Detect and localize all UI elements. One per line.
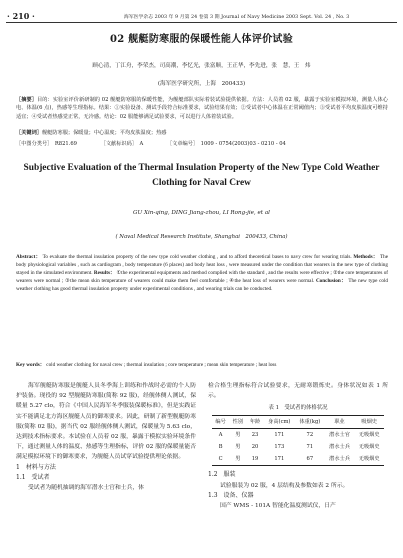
table-cell: 男: [235, 444, 241, 451]
conclusion-label: Conclusion：: [315, 278, 347, 285]
subsection-heading-subjects: 1.1 受试者: [16, 473, 50, 481]
table-cell: 潜水士官: [329, 431, 350, 438]
body-right-column: [208, 381, 388, 511]
table-cell: 72: [306, 431, 314, 438]
section-heading-materials-methods: 1 材料与方法: [16, 463, 56, 471]
conclusion-text: The new type cold weather clothing has good thermal insulation property under experimental conditions , and wearing trials can be conducted.: [16, 278, 389, 293]
clc-number: ［中图分类号］ R821.69: [16, 141, 77, 147]
methods-label: Methods：: [353, 254, 379, 260]
table-cell: 71: [306, 444, 314, 451]
table-cell: 男: [235, 456, 241, 463]
table-cell: 潜水士兵: [329, 456, 350, 463]
english-keywords: [16, 361, 388, 368]
table-cell: 19: [251, 456, 259, 463]
table-header-row: [212, 415, 384, 428]
subjects-paragraph: 受试者为随机抽调的海军潜水士官和士兵，体: [28, 485, 144, 492]
table-cell: 171: [274, 456, 285, 463]
equipment-paragraph: 国产 WMS - 101A 智能化温度测试仪，日产: [220, 503, 336, 510]
table-cell: A: [218, 431, 223, 438]
table-header-cell: 吸烟史: [361, 418, 377, 425]
journal-citation: 海军医学杂志 2003 年 9 月第 24 卷第 3 期 Journal of Navy Medicine 2003 Sept. Vol. 24 , No. 3: [124, 15, 350, 20]
table-cell: 67: [306, 456, 314, 463]
table-header-cell: 年龄: [249, 418, 261, 425]
english-abstract-label: Abstract：: [16, 254, 42, 260]
table-header-cell: 性别: [232, 418, 243, 425]
running-header: [0, 6, 403, 20]
english-title: Subjective Evaluation of the Thermal Insulation Property of the New Type Cold Weather Clothing for Naval Crew: [23, 163, 380, 188]
subsection-heading-equipment: 1.3 设备、仪器: [208, 491, 254, 499]
english-abstract-intro: To evaluate the thermal insulation property of the new type cold weather clothing , and to afford theoretical bases to navy crew for wearing trials.: [42, 254, 352, 260]
chinese-authors: 顾心清，丁江舟，李荣杰，司高潮，李忆光，张富顺，王正华，李先进，张 慧，王 炜: [92, 63, 311, 69]
english-authors: GU Xin-qing, DING Jiang-zhou, LI Rong-jie, et al: [133, 210, 270, 216]
clothing-paragraph: 试验服装为 02 服，4 层结构及参数如表 2 所示。: [220, 482, 349, 489]
table-row: [212, 453, 384, 466]
intro-paragraph: 海军舰艇防寒服是舰艇人员冬季海上训练和作战时必需的个人防护装备。现役的 92 型舰艇防寒服(简称 92 服)，经舰体侧人测试，保暖量 5.27 clo，符合《中国人民海军冬季服装保暖标准》，但是实践证实不能满足北方海区舰艇人员的御寒要求。因此，研制了新型舰艇防寒服(简称 02 服)，据当代 02 服经舰体侧人测试，保暖量为 5.63 clo，达到技术指标要求。本试验在人员着 02 服，暴露于模拟实验环境条件下，通过测量人体的温度、热感等生理指标，评价 02 服的保暖量能否满足模拟环境下的御寒要求，为舰艇人员试穿试验提供理论依据。: [16, 383, 196, 461]
table-caption: 表 1 受试者的体格状况: [268, 405, 328, 412]
classification-line: [16, 140, 308, 147]
chinese-abstract-text: 目的：实验室评价新研制的 02 舰艇防寒服的保暖性能，为舰艇部队实际着装试验提供依据。方法：人员着 02 服，暴露于实验室模拟环境，测量人体心电、体温(6 点)，热感等生理指标。结果：①实验设备、测试手段符合标准要求，试验结果有效；②受试者中心体温在正常阈值内；③受试者平均皮肤温度可维持适宜；④受试者热感觉正常，无冷感。结论：02 服能够满足试验要求，可以进行人体着装试验。: [16, 97, 388, 120]
table-cell: 171: [274, 431, 285, 438]
table-cell: 173: [274, 444, 285, 451]
table-cell: 无吸烟史: [358, 444, 380, 451]
english-keywords-label: Key words：: [16, 362, 45, 368]
body-left-column: [16, 381, 196, 493]
table-header-cell: 身高(cm): [268, 418, 291, 425]
table-row: [212, 441, 384, 453]
table-cell: B: [218, 444, 223, 451]
page-number: · 210 ·: [7, 11, 35, 21]
chinese-title: 02 舰艇防寒服的保暖性能人体评价试验: [109, 34, 294, 45]
table-header-cell: 体重(kg): [299, 418, 321, 425]
table-header-cell: 职业: [334, 418, 345, 425]
chinese-abstract: [16, 96, 388, 121]
results-label: Results：: [93, 270, 116, 277]
header-rule: [6, 22, 397, 23]
english-keywords-text: cold weather clothing for naval crew ; thermal insulation ; core temperature ; mean skin temperature ; heat loss: [46, 362, 277, 368]
chinese-keywords-text: 舰艇防寒服；保暖量；中心温度；平均皮肤温度；热感: [41, 130, 167, 136]
table-cell: 男: [235, 431, 241, 438]
chinese-keywords-label: ［关键词］: [16, 130, 42, 136]
methods-text: The body physiological variables , such as cardiogram , body temperature (6 places) and body heat loss , were measured under the condition that wearers in the new type of clothing stayed in the simulated environment.: [16, 254, 389, 277]
table-cell: 23: [251, 431, 259, 438]
chinese-abstract-label: ［摘要］: [16, 97, 38, 103]
table-cell: 潜水士兵: [329, 444, 350, 451]
table-cell: 无吸烟史: [358, 456, 380, 463]
table-cell: 20: [251, 444, 259, 451]
subsection-heading-clothing: 1.2 服装: [208, 471, 236, 479]
chinese-affiliation: (海军医学研究所，上海 200433): [157, 81, 246, 87]
table-row: [212, 428, 384, 441]
table-header-cell: 编号: [215, 418, 226, 425]
article-number: ［文章编号］ 1009 - 0754(2003)03 - 0210 - 04: [166, 141, 286, 147]
subjects-continued-paragraph: 检合格生理指标符合试验要求，无耐寒锻炼史。身体状况如表 1 所示。: [208, 383, 388, 400]
results-text: ①the experimental equipments and method complied with the standard , and the results were effective ; ②the core temperatures of wearers were normal ; ③the mean skin temperature of wearers could make them feel comfortable ; ④the heat loss of wearers were normal.: [16, 270, 389, 285]
english-affiliation: ( Naval Medical Research Institute, Shanghai 200433, China): [115, 234, 288, 240]
english-abstract: [16, 253, 388, 293]
chinese-keywords: [16, 129, 388, 136]
subjects-table: [212, 415, 384, 467]
table-cell: C: [218, 456, 223, 463]
table-cell: 无吸烟史: [358, 431, 380, 438]
document-code: ［文献标识码］ A: [100, 141, 144, 147]
